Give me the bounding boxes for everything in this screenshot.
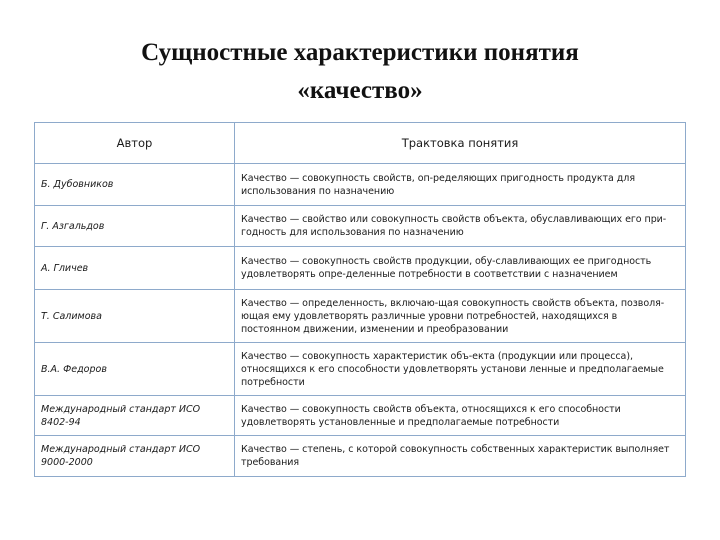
table-row	[35, 396, 686, 436]
author-cell: Б. Дубовников	[35, 164, 235, 206]
definition-cell: Качество — свойство или совокупность свойств объекта, обуславливающих его при-годность для использования по назначению	[235, 206, 686, 247]
table-row	[35, 343, 686, 396]
table-row	[35, 164, 686, 206]
header-definition: Трактовка понятия	[235, 123, 686, 164]
table-row	[35, 247, 686, 290]
author-cell: Г. Азгальдов	[35, 206, 235, 247]
title-line-1: Сущностные характеристики понятия	[141, 39, 579, 66]
definition-cell: Качество — совокупность свойств, оп-ределяющих пригодность продукта для использования по назначению	[235, 164, 686, 206]
definition-cell: Качество — совокупность свойств объекта, относящихся к его способности удовлетворять установленные и предполагаемые потребности	[235, 396, 686, 436]
definition-cell: Качество — степень, с которой совокупность собственных характеристик выполняет требования	[235, 436, 686, 477]
table-header-row	[35, 123, 686, 164]
author-cell: В.А. Федоров	[35, 343, 235, 396]
definition-cell: Качество — совокупность свойств продукции, обу-славливающих ее пригодность удовлетворять опре-деленные потребности в соответствии с назначением	[235, 247, 686, 290]
author-cell: А. Гличев	[35, 247, 235, 290]
author-cell: Международный стандарт ИСО 8402-94	[35, 396, 235, 436]
slide-title	[0, 34, 720, 110]
title-line-2: «качество»	[297, 77, 423, 104]
table-row	[35, 206, 686, 247]
author-cell: Международный стандарт ИСО 9000-2000	[35, 436, 235, 477]
table-row	[35, 436, 686, 477]
header-author: Автор	[35, 123, 235, 164]
author-cell: Т. Салимова	[35, 290, 235, 343]
definition-cell: Качество — определенность, включаю-щая совокупность свойств объекта, позволя-ющая ему удовлетворять различные уровни потребностей, находящихся в постоянном движении, изменении и преобразовании	[235, 290, 686, 343]
definition-cell: Качество — совокупность характеристик объ-екта (продукции или процесса), относящихся к его способности удовлетворять установи ленные и предполагаемые потребности	[235, 343, 686, 396]
definitions-table	[34, 122, 686, 477]
table-row	[35, 290, 686, 343]
